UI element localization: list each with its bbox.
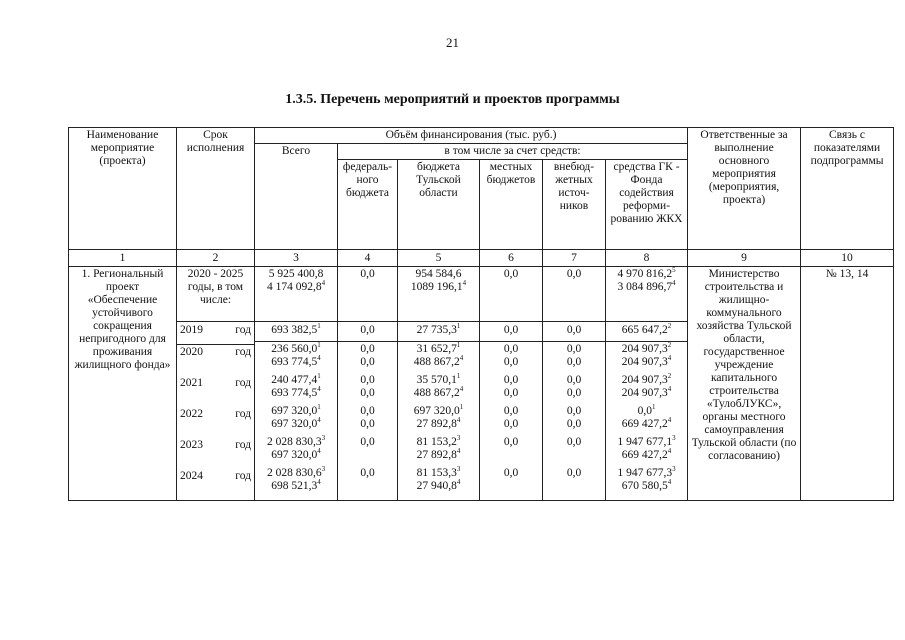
extra-value-line: 0,0 [566,405,582,417]
footnote-mark: 4 [321,279,326,288]
federal-years-list [338,342,397,497]
footnote-mark: 3 [321,465,326,474]
regional-value: 488 867,2 [413,387,460,399]
total-value: 236 560,0 [271,343,318,355]
header-local: местных бюджетов [480,160,543,250]
fund-years-list [606,342,687,497]
regional-value: 27 940,8 [416,480,457,492]
local-year-block [480,404,542,435]
local-years-list [480,342,542,497]
fund-year-block [606,373,687,404]
extra-year-block [543,342,605,373]
year-label: 2023 [180,439,203,451]
fund-value: 1 947 677,1 [617,436,673,448]
years-term [177,322,255,501]
footnote-mark: 5 [672,266,676,275]
local-value-line: 0,0 [503,374,519,386]
col-num: 9 [688,250,801,267]
fund-value: 669 427,2 [621,449,668,461]
footnote-mark: 4 [317,416,321,425]
year-label: 2024 [180,470,203,482]
footnote-mark: 1 [456,341,461,350]
fund-value: 0,0 [637,405,652,417]
term-years-list [177,345,254,500]
header-term: Срок исполнения [177,128,255,250]
responsible: Министерство строительства и жилищно-коммунального хозяйства Тульской области, государственное учреждение капитального строительства «ТулобЛУКС», органы местного самоуправления Тульской области (по согласованию) [688,267,801,501]
fund-value-line [606,387,687,400]
footnote-mark: 4 [459,354,464,363]
year-label: 2021 [180,377,203,389]
year-term-row [177,376,254,407]
total-main [255,267,338,322]
years-local [480,322,543,501]
footnote-mark: 1 [317,372,321,381]
local-year-block [480,466,542,497]
footnote-mark: 4 [317,385,321,394]
footnote-mark: 1 [651,403,656,412]
years-federal [338,322,398,501]
fund-value-line [606,418,687,431]
footnote-mark: 2 [667,372,672,381]
regional-main-a: 954 584,6 [415,268,462,280]
fund-value: 204 907,3 [621,374,668,386]
total-main-b: 4 174 092,8 [266,281,322,293]
federal-value-line [338,449,397,462]
total-value-line [255,405,337,418]
fund-year-block [606,466,687,497]
project-name: 1. Региональный проект «Обеспечение устойчивого сокращения непригодного для проживания жилищного фонда» [69,267,177,501]
local-value-line: 0,0 [503,343,519,355]
footnote-mark: 4 [672,279,676,288]
total-value-line [255,436,337,449]
year-label: 2020 [180,346,203,358]
fund-value-line [606,480,687,493]
extra-value-line: 0,0 [566,436,582,448]
footnote-mark: 4 [317,478,321,487]
year-term-row [177,438,254,469]
extra-value-line [543,480,605,493]
year-2019: 2019 [180,324,203,336]
extra-value-line: 0,0 [566,343,582,355]
total-main-a: 5 925 400,8 [268,268,324,280]
regional-value: 35 570,1 [416,374,457,386]
regional-value: 27 892,8 [416,418,457,430]
extra-value-line: 0,0 [566,467,582,479]
federal-year-block [338,435,397,466]
federal-year-block [338,466,397,497]
extra-year-block [543,466,605,497]
year-term-row [177,345,254,376]
column-numbers-row [69,250,894,267]
years-fund [606,322,688,501]
regional-value-line [398,387,479,400]
local-year-block [480,342,542,373]
fund-year-block [606,404,687,435]
extra-year-block [543,404,605,435]
total-value: 693 774,5 [271,356,318,368]
footnote-mark: 1 [317,403,321,412]
fund-value-line [606,467,687,480]
header-regional: бюджета Тульской области [398,160,480,250]
extra-value-line: 0,0 [566,374,582,386]
fund-value: 669 427,2 [621,418,668,430]
term-main-text: 2020 - 2025 годы, в том числе: [187,268,244,306]
footnote-mark: 4 [317,447,321,456]
total-value: 693 774,5 [271,387,318,399]
total-value: 698 521,3 [271,480,318,492]
local-value-line: 0,0 [503,356,519,368]
federal-value-line: 0,0 [360,356,375,368]
footnote-mark: 1 [459,403,464,412]
local-value-line: 0,0 [503,387,519,399]
year-unit: год [235,377,251,389]
extra-2019: 0,0 [543,322,605,342]
footnote-mark: 4 [667,447,672,456]
total-value: 697 320,0 [271,449,318,461]
fund-year-block [606,435,687,466]
col-num: 7 [543,250,606,267]
header-link: Связь с показателями подпрограммы [801,128,894,250]
total-value-line [255,387,337,400]
footnote-mark: 4 [456,478,461,487]
total-year-block [255,435,337,466]
col-num: 6 [480,250,543,267]
total-value-line [255,343,337,356]
total-value-line [255,356,337,369]
col-num: 2 [177,250,255,267]
total-value-line [255,467,337,480]
page-number: 21 [446,35,459,50]
regional-value-line [398,418,479,431]
regional-value: 81 153,2 [416,436,457,448]
federal-year-block [338,342,397,373]
years-regional [398,322,480,501]
total-value: 697 320,0 [271,418,318,430]
footnote-mark: 4 [667,478,672,487]
document-title: 1.3.5. Перечень мероприятий и проектов программы [285,92,620,107]
total-value: 697 320,0 [271,405,318,417]
extra-value-line: 0,0 [566,418,582,430]
footnote-mark: 1 [317,322,321,331]
footnote-mark: 4 [456,447,461,456]
years-extra [543,322,606,501]
footnote-mark: 3 [672,434,676,443]
local-value-line: 0,0 [503,436,519,448]
years-total [255,322,338,501]
header-fund: средства ГК - Фонда содействия реформи- рованию ЖКХ [606,160,688,250]
total-year-block [255,466,337,497]
regional-year-block [398,373,479,404]
header-total: Всего [255,144,338,250]
year-term-row [177,469,254,500]
federal-year-block [338,373,397,404]
total-value: 240 477,4 [271,374,318,386]
col-num: 8 [606,250,688,267]
local-value-line [480,480,542,493]
total-value-line [255,480,337,493]
regional-value: 27 892,8 [416,449,457,461]
federal-value-line: 0,0 [360,418,375,430]
header-responsible: Ответственные за выполнение основного мероприятия (мероприятия, проекта) [688,128,801,250]
col-num: 5 [398,250,480,267]
regional-2019: 27 735,3 [416,324,457,336]
fund-main-a: 4 970 816,2 [617,268,673,280]
regional-value-line [398,467,479,480]
federal-value-line: 0,0 [360,374,375,386]
footnote-mark: 1 [456,372,461,381]
footnote-mark: 3 [456,434,461,443]
footnote-mark: 3 [321,434,326,443]
fund-value: 204 907,3 [621,387,668,399]
regional-year-block [398,404,479,435]
regional-value-line [398,436,479,449]
header-row-1 [69,128,894,144]
fund-year-block [606,342,687,373]
footnote-mark: 4 [667,416,672,425]
footnote-mark: 2 [667,322,672,331]
extra-value-line: 0,0 [566,387,582,399]
fund-value: 204 907,3 [621,356,668,368]
fund-value-line [606,374,687,387]
regional-value-line [398,343,479,356]
total-value-line [255,449,337,462]
regional-value-line [398,356,479,369]
footnote-mark: 1 [317,341,321,350]
footnote-mark: 4 [459,385,464,394]
total-value: 2 028 830,3 [266,436,322,448]
total-years-list [255,342,337,497]
local-year-block [480,373,542,404]
total-year-block [255,373,337,404]
footnote-mark: 3 [672,465,676,474]
fund-2019: 665 647,2 [621,324,668,336]
federal-year-block [338,404,397,435]
year-unit: год [235,346,251,358]
regional-value: 81 153,3 [416,467,457,479]
federal-main: 0,0 [338,267,398,322]
year-unit: год [235,324,251,336]
extra-main: 0,0 [543,267,606,322]
footnote-mark: 4 [667,354,672,363]
footnote-mark: 4 [462,279,467,288]
header-extra: внебюд- жетных источ- ников [543,160,606,250]
year-unit: год [235,470,251,482]
regional-value-line [398,374,479,387]
federal-value-line: 0,0 [360,387,375,399]
extra-value-line: 0,0 [566,356,582,368]
total-year-block [255,342,337,373]
extra-years-list [543,342,605,497]
federal-value-line: 0,0 [360,467,375,479]
col-num: 4 [338,250,398,267]
regional-value-line [398,449,479,462]
project-main-row [69,267,894,322]
footnote-mark: 3 [456,465,461,474]
local-2019: 0,0 [480,322,542,342]
fund-main-b: 3 084 896,7 [617,281,673,293]
header-volume: Объём финансирования (тыс. руб.) [255,128,688,144]
regional-year-block [398,435,479,466]
regional-value: 488 867,2 [413,356,460,368]
footnote-mark: 2 [667,341,672,350]
year-label: 2022 [180,408,203,420]
local-value-line [480,449,542,462]
fund-value: 204 907,3 [621,343,668,355]
col-num: 1 [69,250,177,267]
year-unit: год [235,439,251,451]
total-year-block [255,404,337,435]
total-value: 2 028 830,6 [266,467,322,479]
footnote-mark: 4 [317,354,321,363]
total-value-line [255,418,337,431]
extra-year-block [543,373,605,404]
federal-value-line: 0,0 [360,405,375,417]
fund-value-line [606,449,687,462]
term-main [177,267,255,322]
federal-2019: 0,0 [338,322,397,342]
regional-main-b: 1089 196,1 [410,281,463,293]
total-value-line [255,374,337,387]
federal-value-line: 0,0 [360,343,375,355]
col-num: 3 [255,250,338,267]
fund-value: 1 947 677,3 [617,467,673,479]
footnote-mark: 4 [667,385,672,394]
header-name: Наименование мероприятие (проекта) [69,128,177,250]
col-num: 10 [801,250,894,267]
federal-value-line [338,480,397,493]
header-incl: в том числе за счет средств: [338,144,688,160]
fund-main [606,267,688,322]
header-federal: федераль- ного бюджета [338,160,398,250]
local-year-block [480,435,542,466]
footnote-mark: 4 [456,416,461,425]
regional-value: 697 320,0 [413,405,460,417]
fund-value-line [606,436,687,449]
regional-year-block [398,342,479,373]
fund-value-line [606,356,687,369]
fund-value-line [606,343,687,356]
regional-year-block [398,466,479,497]
year-unit: год [235,408,251,420]
link: № 13, 14 [801,267,894,501]
fund-value: 670 580,5 [621,480,668,492]
total-2019: 693 382,5 [271,324,318,336]
regional-value-line [398,405,479,418]
local-value-line: 0,0 [503,405,519,417]
fund-value-line [606,405,687,418]
extra-value-line [543,449,605,462]
regional-value: 31 652,7 [416,343,457,355]
local-value-line: 0,0 [503,418,519,430]
local-main: 0,0 [480,267,543,322]
regional-years-list [398,342,479,497]
local-value-line: 0,0 [503,467,519,479]
federal-value-line: 0,0 [360,436,375,448]
year-term-row [177,407,254,438]
regional-main [398,267,480,322]
regional-value-line [398,480,479,493]
program-table [68,127,894,501]
footnote-mark: 1 [456,322,461,331]
extra-year-block [543,435,605,466]
